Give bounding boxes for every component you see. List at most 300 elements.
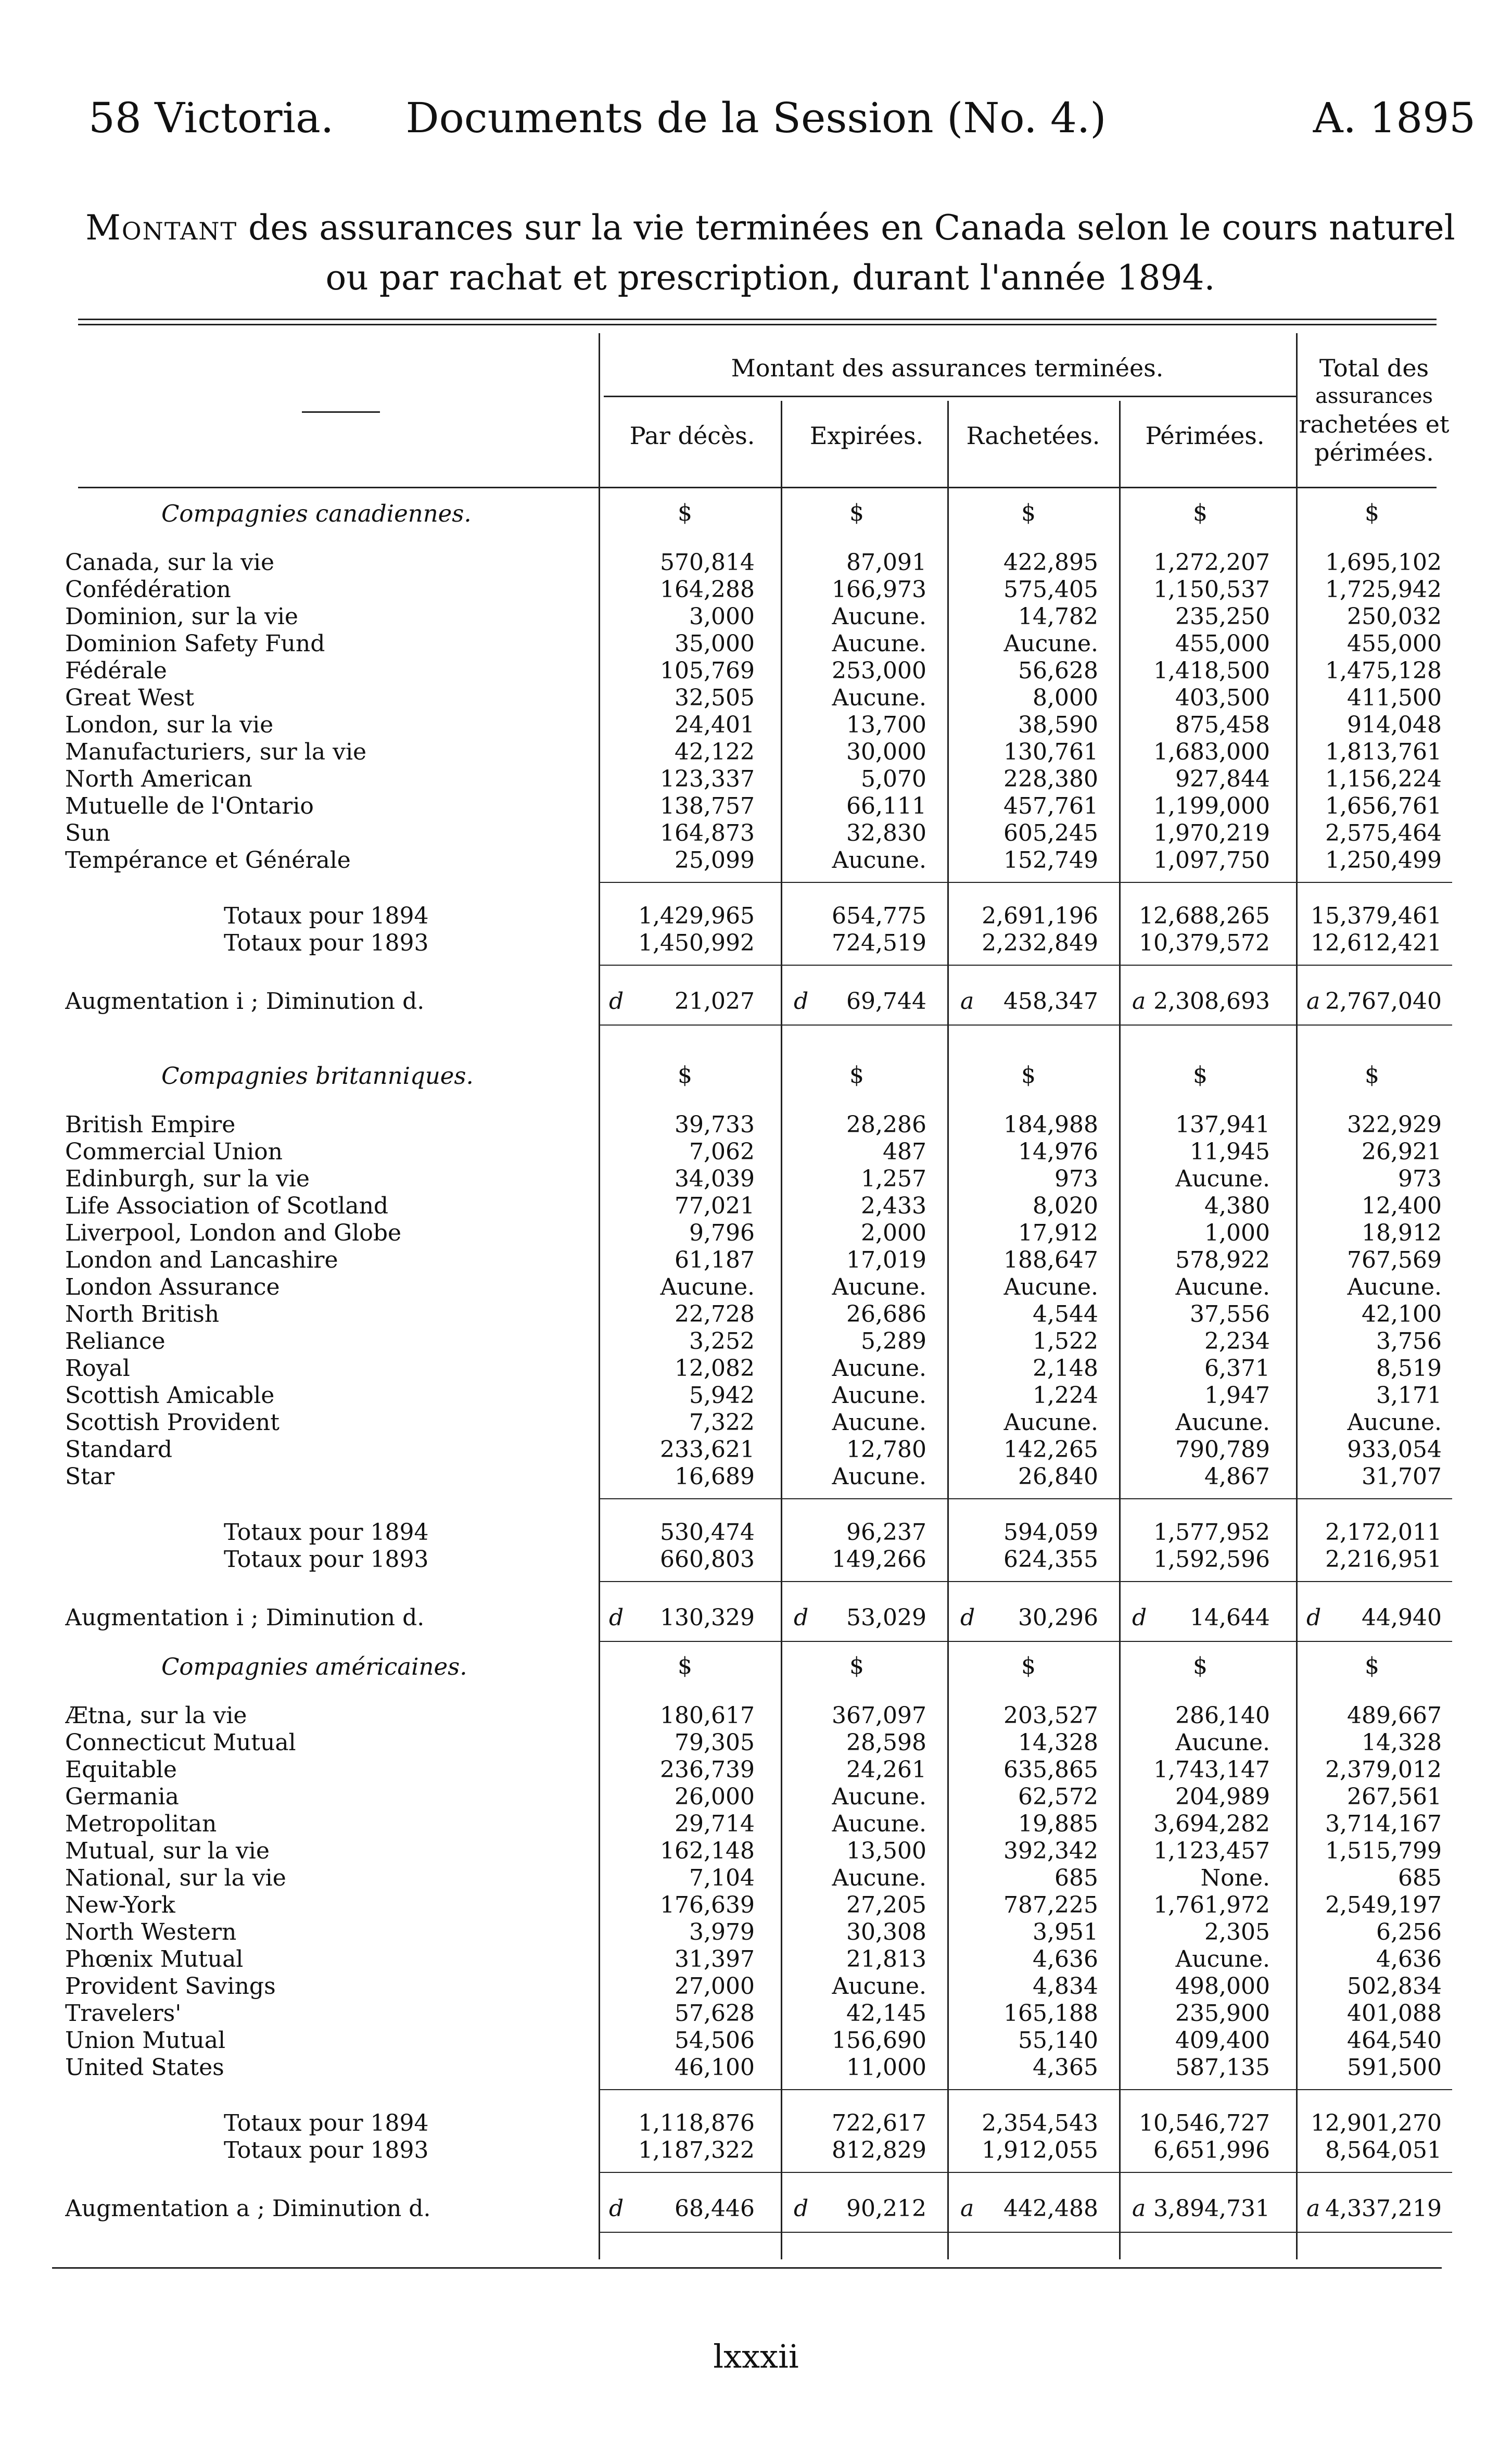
totals-row-col-4: 10,379,572 <box>1139 930 1270 956</box>
totals-row-col-4: 6,651,996 <box>1153 2137 1270 2164</box>
table-row-col-4: 927,844 <box>1175 766 1270 792</box>
table-row-col-5: 322,929 <box>1347 1111 1442 1138</box>
change-prefix: d <box>794 2195 809 2222</box>
table-row-col-2: Aucune. <box>832 1463 926 1490</box>
change-prefix: d <box>960 1604 975 1631</box>
currency-symbol: $ <box>678 1062 692 1089</box>
table-row-col-5: 267,561 <box>1347 1784 1442 1810</box>
table-row-col-4: 6,371 <box>1204 1355 1270 1382</box>
company-name: Royal <box>65 1355 130 1382</box>
table-row-col-1: 105,769 <box>660 657 755 684</box>
table-row-col-5: 591,500 <box>1347 2054 1442 2081</box>
table-row-col-1: 22,728 <box>675 1301 755 1327</box>
totals-row-col-4: 1,592,596 <box>1153 1546 1270 1573</box>
total-header-line-1: Total des <box>1319 354 1429 382</box>
currency-symbol: $ <box>1365 500 1379 526</box>
table-row-col-3: 605,245 <box>1003 820 1098 846</box>
table-row-col-4: Aucune. <box>1175 1166 1270 1192</box>
totals-row-col-3: 594,059 <box>1003 1519 1098 1546</box>
table-row-col-5: 1,695,102 <box>1325 549 1442 576</box>
company-name: Metropolitan <box>65 1811 217 1837</box>
totals-row-col-2: 812,829 <box>832 2137 926 2164</box>
table-row-col-2: 24,261 <box>846 1756 926 1783</box>
col-header-deces: Par décès. <box>629 422 755 450</box>
change-prefix: d <box>609 1604 624 1631</box>
table-row-col-2: 30,308 <box>846 1919 926 1945</box>
table-row-col-3: 973 <box>1054 1166 1098 1192</box>
company-name: Great West <box>65 685 195 711</box>
table-row-col-4: 1,683,000 <box>1153 739 1270 765</box>
table-row-col-1: 57,628 <box>675 2000 755 2027</box>
table-row-col-3: 14,328 <box>1018 1729 1098 1756</box>
table-row-col-5: 1,725,942 <box>1325 576 1442 603</box>
table-row-col-2: 17,019 <box>846 1247 926 1273</box>
table-row-col-4: 1,097,750 <box>1153 847 1270 874</box>
table-row-col-5: 1,515,799 <box>1325 1838 1442 1864</box>
col-header-rachetees: Rachetées. <box>966 422 1100 450</box>
table-row-col-4: 1,000 <box>1204 1220 1270 1246</box>
table-row-col-1: 25,099 <box>675 847 755 874</box>
total-header-line-3: rachetées et <box>1299 410 1450 438</box>
table-row-col-1: 236,739 <box>660 1756 755 1783</box>
change-prefix: d <box>609 2195 624 2222</box>
table-row-col-3: 457,761 <box>1003 793 1098 819</box>
table-row-col-2: 32,830 <box>846 820 926 846</box>
table-row-col-1: Aucune. <box>660 1274 755 1300</box>
table-row-col-5: 1,656,761 <box>1325 793 1442 819</box>
table-row-col-4: 1,743,147 <box>1153 1756 1270 1783</box>
change-prefix: d <box>1306 1604 1322 1631</box>
running-header-center: Documents de la Session (No. 4.) <box>405 94 1107 142</box>
company-name: Reliance <box>65 1328 166 1355</box>
total-header-line-2: assurances <box>1315 384 1433 408</box>
company-name: Scottish Amicable <box>65 1382 275 1409</box>
currency-symbol: $ <box>1365 1653 1379 1679</box>
company-name: North British <box>65 1301 220 1327</box>
change-value: 458,347 <box>1003 988 1098 1015</box>
table-row-col-4: 4,867 <box>1204 1463 1270 1490</box>
change-prefix: d <box>609 988 624 1015</box>
change-value: 4,337,219 <box>1325 2195 1442 2222</box>
change-label: Augmentation i ; Diminution d. <box>65 1604 425 1631</box>
totals-row-col-2: 654,775 <box>832 903 926 929</box>
table-row-col-3: 4,365 <box>1033 2054 1098 2081</box>
company-name: Germania <box>65 1784 179 1810</box>
table-bottom-rule <box>52 2267 1442 2269</box>
table-row-col-4: 37,556 <box>1190 1301 1270 1327</box>
table-row-col-4: Aucune. <box>1175 1409 1270 1436</box>
table-row-col-1: 27,000 <box>675 1973 755 2000</box>
table-row-col-4: Aucune. <box>1175 1729 1270 1756</box>
totals-label: Totaux pour 1894 <box>224 903 429 929</box>
totals-label: Totaux pour 1893 <box>224 1546 429 1573</box>
table-row-col-5: 1,475,128 <box>1325 657 1442 684</box>
table-row-col-2: Aucune. <box>832 1784 926 1810</box>
change-prefix: a <box>960 2195 974 2222</box>
company-name: Canada, sur la vie <box>65 549 275 576</box>
totals-row-col-1: 1,429,965 <box>638 903 755 929</box>
table-row-col-2: 2,433 <box>861 1193 926 1219</box>
totals-row-col-1: 1,450,992 <box>638 930 755 956</box>
company-name: Tempérance et Générale <box>65 847 351 874</box>
change-value: 14,644 <box>1190 1604 1270 1631</box>
table-row-col-2: 26,686 <box>846 1301 926 1327</box>
table-row-col-2: Aucune. <box>832 1865 926 1891</box>
totals-row-col-4: 1,577,952 <box>1153 1519 1270 1546</box>
table-row-col-2: 13,500 <box>846 1838 926 1864</box>
section-end-rule <box>599 1641 1452 1642</box>
running-header-right: A. 1895 <box>1313 94 1476 142</box>
table-row-col-2: 166,973 <box>832 576 926 603</box>
table-row-col-5: 767,569 <box>1347 1247 1442 1273</box>
table-row-col-1: 31,397 <box>675 1946 755 1972</box>
table-row-col-2: 30,000 <box>846 739 926 765</box>
table-row-col-3: 422,895 <box>1003 549 1098 576</box>
table-row-col-2: 5,289 <box>861 1328 926 1355</box>
table-row-col-4: 1,272,207 <box>1153 549 1270 576</box>
table-row-col-5: 12,400 <box>1362 1193 1442 1219</box>
section-title: Compagnies américaines. <box>161 1653 467 1680</box>
table-row-col-1: 138,757 <box>660 793 755 819</box>
page-folio: lxxxii <box>713 2337 799 2375</box>
title-line-1: des assurances sur la vie terminées en Canada selon le cours naturel <box>237 208 1455 248</box>
table-row-col-5: 1,813,761 <box>1325 739 1442 765</box>
company-name: Edinburgh, sur la vie <box>65 1166 310 1192</box>
table-row-col-5: Aucune. <box>1347 1274 1442 1300</box>
table-row-col-4: 790,789 <box>1175 1436 1270 1463</box>
totals-row-col-2: 724,519 <box>832 930 926 956</box>
totals-row-col-1: 1,118,876 <box>638 2110 755 2136</box>
table-row-col-1: 9,796 <box>689 1220 755 1246</box>
totals-row-col-2: 96,237 <box>846 1519 926 1546</box>
table-row-col-3: 392,342 <box>1003 1838 1098 1864</box>
table-row-col-1: 24,401 <box>675 712 755 738</box>
table-row-col-5: 2,575,464 <box>1325 820 1442 846</box>
table-row-col-2: 367,097 <box>832 1702 926 1729</box>
change-prefix: d <box>794 1604 809 1631</box>
change-value: 30,296 <box>1018 1604 1098 1631</box>
company-name: Travelers' <box>65 2000 182 2027</box>
table-row-col-3: 130,761 <box>1003 739 1098 765</box>
table-row-col-1: 123,337 <box>660 766 755 792</box>
table-row-col-3: 56,628 <box>1018 657 1098 684</box>
document-title <box>68 203 1473 303</box>
table-row-col-1: 34,039 <box>675 1166 755 1192</box>
table-row-col-3: 1,224 <box>1033 1382 1098 1409</box>
col-divider-2 <box>781 401 782 2259</box>
table-row-col-2: 11,000 <box>846 2054 926 2081</box>
change-value: 90,212 <box>846 2195 926 2222</box>
table-row-col-1: 35,000 <box>675 630 755 657</box>
group-header-rule <box>604 396 1296 397</box>
table-row-col-3: Aucune. <box>1003 1409 1098 1436</box>
table-row-col-3: 2,148 <box>1033 1355 1098 1382</box>
table-row-col-5: Aucune. <box>1347 1409 1442 1436</box>
table-row-col-4: 11,945 <box>1190 1139 1270 1165</box>
table-row-col-2: 66,111 <box>846 793 926 819</box>
change-prefix: a <box>1132 988 1146 1015</box>
table-row-col-3: 19,885 <box>1018 1811 1098 1837</box>
totals-rule <box>599 1581 1452 1582</box>
totals-rule <box>599 965 1452 966</box>
title-line-2: ou par rachat et prescription, durant l'année 1894. <box>325 258 1215 298</box>
table-row-col-5: 3,756 <box>1376 1328 1442 1355</box>
table-row-col-2: Aucune. <box>832 1811 926 1837</box>
company-name: Scottish Provident <box>65 1409 279 1436</box>
table-row-col-2: Aucune. <box>832 603 926 630</box>
table-row-col-5: 455,000 <box>1347 630 1442 657</box>
title-lead-word: Montant <box>85 208 238 248</box>
currency-symbol: $ <box>1193 1653 1208 1679</box>
table-row-col-5: 914,048 <box>1347 712 1442 738</box>
table-row-col-4: 1,199,000 <box>1153 793 1270 819</box>
table-row-col-3: 685 <box>1054 1865 1098 1891</box>
currency-symbol: $ <box>1193 500 1208 526</box>
table-row-col-3: 17,912 <box>1018 1220 1098 1246</box>
table-row-col-5: 18,912 <box>1362 1220 1442 1246</box>
table-row-col-1: 39,733 <box>675 1111 755 1138</box>
change-value: 130,329 <box>660 1604 755 1631</box>
table-row-col-3: 8,020 <box>1033 1193 1098 1219</box>
table-row-col-1: 26,000 <box>675 1784 755 1810</box>
totals-row-col-5: 2,216,951 <box>1325 1546 1442 1573</box>
table-row-col-1: 61,187 <box>675 1247 755 1273</box>
company-name: Dominion, sur la vie <box>65 603 298 630</box>
table-row-col-3: 8,000 <box>1033 685 1098 711</box>
company-name: Union Mutual <box>65 2027 226 2054</box>
table-row-col-5: 3,714,167 <box>1325 1811 1442 1837</box>
totals-row-col-3: 2,691,196 <box>982 903 1098 929</box>
table-row-col-1: 16,689 <box>675 1463 755 1490</box>
table-row-col-3: 55,140 <box>1018 2027 1098 2054</box>
table-row-col-1: 570,814 <box>660 549 755 576</box>
table-row-col-2: 253,000 <box>832 657 926 684</box>
table-row-col-5: 3,171 <box>1376 1382 1442 1409</box>
table-top-rule <box>78 319 1437 320</box>
table-row-col-5: 2,379,012 <box>1325 1756 1442 1783</box>
table-row-col-4: 4,380 <box>1204 1193 1270 1219</box>
totals-rule <box>599 2172 1452 2173</box>
change-value: 44,940 <box>1362 1604 1442 1631</box>
company-name: United States <box>65 2054 224 2081</box>
company-name: Star <box>65 1463 115 1490</box>
table-row-col-2: 87,091 <box>846 549 926 576</box>
totals-row-col-2: 149,266 <box>832 1546 926 1573</box>
header-bottom-rule <box>78 487 1437 488</box>
change-value: 3,894,731 <box>1153 2195 1270 2222</box>
subtotal-rule <box>599 1498 1452 1499</box>
company-name: Dominion Safety Fund <box>65 630 325 657</box>
table-row-col-1: 54,506 <box>675 2027 755 2054</box>
totals-row-col-5: 12,612,421 <box>1311 930 1442 956</box>
totals-row-col-3: 2,354,543 <box>982 2110 1098 2136</box>
table-row-col-4: 498,000 <box>1175 1973 1270 2000</box>
table-row-col-3: 62,572 <box>1018 1784 1098 1810</box>
table-row-col-5: 685 <box>1398 1865 1442 1891</box>
company-name: Life Association of Scotland <box>65 1193 389 1219</box>
table-row-col-4: 235,900 <box>1175 2000 1270 2027</box>
table-row-col-1: 180,617 <box>660 1702 755 1729</box>
table-row-col-4: 1,761,972 <box>1153 1892 1270 1918</box>
table-row-col-2: 28,598 <box>846 1729 926 1756</box>
table-row-col-4: 3,694,282 <box>1153 1811 1270 1837</box>
table-row-col-1: 164,288 <box>660 576 755 603</box>
currency-symbol: $ <box>1193 1062 1208 1089</box>
totals-row-col-3: 1,912,055 <box>982 2137 1098 2164</box>
table-row-col-4: None. <box>1200 1865 1270 1891</box>
table-row-col-1: 42,122 <box>675 739 755 765</box>
table-row-col-1: 7,322 <box>689 1409 755 1436</box>
change-prefix: a <box>1132 2195 1146 2222</box>
table-row-col-3: 26,840 <box>1018 1463 1098 1490</box>
change-value: 68,446 <box>675 2195 755 2222</box>
table-row-col-4: 235,250 <box>1175 603 1270 630</box>
totals-row-col-1: 660,803 <box>660 1546 755 1573</box>
company-name: New-York <box>65 1892 175 1918</box>
totals-row-col-5: 2,172,011 <box>1325 1519 1442 1546</box>
company-name: Fédérale <box>65 657 167 684</box>
col-divider-5 <box>1296 333 1298 2259</box>
section-title: Compagnies canadiennes. <box>161 500 472 527</box>
company-name: Phœnix Mutual <box>65 1946 244 1972</box>
change-value: 69,744 <box>846 988 926 1015</box>
currency-symbol: $ <box>1365 1062 1379 1089</box>
totals-row-col-5: 12,901,270 <box>1311 2110 1442 2136</box>
table-row-col-2: Aucune. <box>832 1973 926 2000</box>
table-row-col-3: 38,590 <box>1018 712 1098 738</box>
col-header-total <box>1296 354 1452 466</box>
table-row-col-4: 1,947 <box>1204 1382 1270 1409</box>
currency-symbol: $ <box>849 1653 864 1679</box>
table-row-col-1: 12,082 <box>675 1355 755 1382</box>
total-header-line-4: périmées. <box>1314 438 1434 466</box>
table-row-col-2: 21,813 <box>846 1946 926 1972</box>
currency-symbol: $ <box>1021 1653 1036 1679</box>
totals-row-col-2: 722,617 <box>832 2110 926 2136</box>
table-row-col-5: 411,500 <box>1347 685 1442 711</box>
table-row-col-1: 77,021 <box>675 1193 755 1219</box>
company-name: Confédération <box>65 576 231 603</box>
table-row-col-4: Aucune. <box>1175 1274 1270 1300</box>
table-row-col-2: Aucune. <box>832 685 926 711</box>
table-row-col-1: 3,252 <box>689 1328 755 1355</box>
table-row-col-4: 403,500 <box>1175 685 1270 711</box>
table-row-col-1: 162,148 <box>660 1838 755 1864</box>
table-row-col-5: 502,834 <box>1347 1973 1442 2000</box>
table-row-col-4: 1,123,457 <box>1153 1838 1270 1864</box>
table-row-col-5: 1,250,499 <box>1325 847 1442 874</box>
table-row-col-5: 14,328 <box>1362 1729 1442 1756</box>
table-row-col-2: 12,780 <box>846 1436 926 1463</box>
totals-row-col-4: 12,688,265 <box>1139 903 1270 929</box>
table-row-col-2: Aucune. <box>832 1382 926 1409</box>
table-row-col-3: 184,988 <box>1003 1111 1098 1138</box>
table-row-col-4: 875,458 <box>1175 712 1270 738</box>
totals-row-col-3: 624,355 <box>1003 1546 1098 1573</box>
totals-label: Totaux pour 1894 <box>224 2110 429 2136</box>
change-value: 2,767,040 <box>1325 988 1442 1015</box>
totals-label: Totaux pour 1893 <box>224 2137 429 2164</box>
totals-row-col-5: 15,379,461 <box>1311 903 1442 929</box>
table-row-col-1: 79,305 <box>675 1729 755 1756</box>
section-title: Compagnies britanniques. <box>161 1062 474 1090</box>
table-row-col-3: 4,834 <box>1033 1973 1098 2000</box>
table-row-col-3: 1,522 <box>1033 1328 1098 1355</box>
table-row-col-2: Aucune. <box>832 1409 926 1436</box>
table-row-col-5: 2,549,197 <box>1325 1892 1442 1918</box>
change-label: Augmentation i ; Diminution d. <box>65 988 425 1015</box>
table-row-col-3: 228,380 <box>1003 766 1098 792</box>
change-label: Augmentation a ; Diminution d. <box>65 2195 431 2222</box>
table-row-col-3: 575,405 <box>1003 576 1098 603</box>
company-name: British Empire <box>65 1111 236 1138</box>
totals-label: Totaux pour 1893 <box>224 930 429 956</box>
table-row-col-4: 2,305 <box>1204 1919 1270 1945</box>
table-row-col-1: 46,100 <box>675 2054 755 2081</box>
company-name: National, sur la vie <box>65 1865 286 1891</box>
currency-symbol: $ <box>849 500 864 526</box>
table-row-col-1: 7,104 <box>689 1865 755 1891</box>
table-row-col-1: 5,942 <box>689 1382 755 1409</box>
table-row-col-3: Aucune. <box>1003 630 1098 657</box>
table-row-col-4: Aucune. <box>1175 1946 1270 1972</box>
section-end-rule <box>599 2232 1452 2233</box>
col-header-perimees: Périmées. <box>1145 422 1265 450</box>
table-row-col-5: 933,054 <box>1347 1436 1442 1463</box>
table-row-col-4: 1,970,219 <box>1153 820 1270 846</box>
table-row-col-1: 3,000 <box>689 603 755 630</box>
totals-row-col-1: 530,474 <box>660 1519 755 1546</box>
table-row-col-2: Aucune. <box>832 1355 926 1382</box>
change-value: 442,488 <box>1003 2195 1098 2222</box>
currency-symbol: $ <box>678 500 692 526</box>
table-row-col-1: 176,639 <box>660 1892 755 1918</box>
subtotal-rule <box>599 882 1452 883</box>
table-row-col-5: 464,540 <box>1347 2027 1442 2054</box>
table-row-col-4: 455,000 <box>1175 630 1270 657</box>
table-row-col-3: 14,976 <box>1018 1139 1098 1165</box>
change-value: 2,308,693 <box>1153 988 1270 1015</box>
table-row-col-5: 489,667 <box>1347 1702 1442 1729</box>
col-divider-1 <box>599 333 600 2259</box>
change-value: 21,027 <box>675 988 755 1015</box>
currency-symbol: $ <box>849 1062 864 1089</box>
table-row-col-2: Aucune. <box>832 630 926 657</box>
table-row-col-2: 2,000 <box>861 1220 926 1246</box>
table-row-col-5: 26,921 <box>1362 1139 1442 1165</box>
table-row-col-4: 1,150,537 <box>1153 576 1270 603</box>
table-row-col-2: 487 <box>883 1139 926 1165</box>
group-header: Montant des assurances terminées. <box>731 354 1164 382</box>
table-row-col-5: 6,256 <box>1376 1919 1442 1945</box>
company-name: Manufacturiers, sur la vie <box>65 739 367 765</box>
table-row-col-2: Aucune. <box>832 847 926 874</box>
table-row-col-5: 8,519 <box>1376 1355 1442 1382</box>
stub-header-dash <box>302 411 380 413</box>
table-row-col-2: 5,070 <box>861 766 926 792</box>
table-row-col-3: 188,647 <box>1003 1247 1098 1273</box>
table-row-col-5: 31,707 <box>1362 1463 1442 1490</box>
table-row-col-1: 29,714 <box>675 1811 755 1837</box>
currency-symbol: $ <box>678 1653 692 1679</box>
table-row-col-1: 3,979 <box>689 1919 755 1945</box>
company-name: Equitable <box>65 1756 177 1783</box>
company-name: Mutuelle de l'Ontario <box>65 793 314 819</box>
table-row-col-3: Aucune. <box>1003 1274 1098 1300</box>
change-value: 53,029 <box>846 1604 926 1631</box>
running-header-left: 58 Victoria. <box>88 94 334 142</box>
company-name: Ætna, sur la vie <box>65 1702 247 1729</box>
